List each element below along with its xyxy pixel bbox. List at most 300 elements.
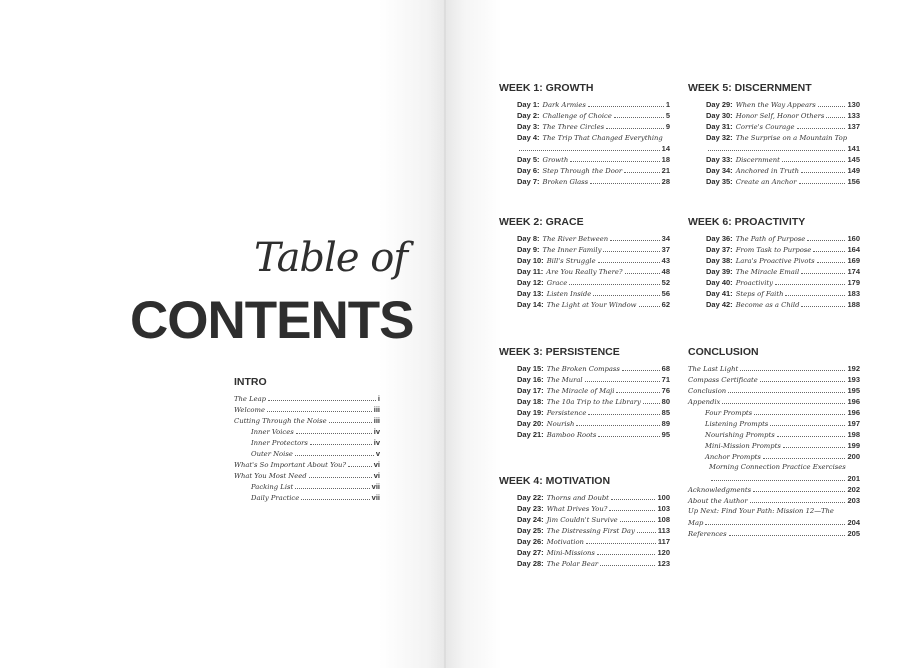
week6-heading: WEEK 6: PROACTIVITY: [688, 216, 806, 228]
toc-leader-dots: [728, 391, 845, 393]
toc-page-number: 103: [657, 504, 670, 513]
toc-day-label: Day 1:: [517, 100, 540, 109]
toc-entry-title: Anchored in Truth: [735, 167, 800, 175]
toc-leader-dots: [569, 283, 659, 285]
toc-entry-title: The Last Light: [688, 365, 739, 373]
toc-entry[interactable]: [234, 470, 380, 481]
toc-entry-title: Appendix: [688, 398, 721, 406]
toc-leader-dots: [625, 272, 660, 274]
toc-page-number: 21: [661, 166, 670, 175]
toc-day-label: Day 35:: [706, 177, 733, 186]
toc-entry-title: Map: [688, 519, 704, 527]
toc-entry-title: The Three Circles: [542, 123, 605, 131]
toc-entry-title: Mini-Mission Prompts: [705, 442, 781, 450]
toc-entry[interactable]: [706, 154, 860, 165]
toc-leader-dots: [750, 501, 846, 503]
toc-entry-title: Step Through the Door: [542, 167, 623, 175]
toc-entry-title: Bamboo Roots: [546, 431, 597, 439]
toc-entry[interactable]: [517, 165, 670, 176]
toc-entry[interactable]: [688, 506, 860, 517]
week3-heading: WEEK 3: PERSISTENCE: [499, 346, 620, 358]
toc-entry[interactable]: [706, 288, 860, 299]
toc-day-label: Day 41:: [706, 289, 733, 298]
toc-leader-dots: [600, 564, 655, 566]
toc-day-label: Day 14:: [517, 300, 544, 309]
toc-leader-dots: [585, 380, 660, 382]
toc-page-number: 9: [665, 122, 670, 131]
toc-entry[interactable]: [517, 385, 670, 396]
toc-leader-dots: [624, 171, 660, 173]
toc-day-label: Day 36:: [706, 234, 733, 243]
toc-leader-dots: [614, 116, 664, 118]
toc-entry[interactable]: [688, 462, 860, 473]
toc-page-number: 201: [847, 474, 860, 483]
toc-entry[interactable]: [688, 484, 860, 495]
toc-entry-title: Acknowledgments: [688, 486, 752, 494]
toc-page-number: 68: [661, 364, 670, 373]
toc-page-number: 197: [847, 419, 860, 428]
toc-leader-dots: [603, 250, 659, 252]
toc-entry[interactable]: [688, 396, 860, 407]
toc-page-number: 156: [847, 177, 860, 186]
toc-entry[interactable]: [517, 429, 670, 440]
toc-page-number: 179: [847, 278, 860, 287]
toc-leader-dots: [783, 446, 846, 448]
toc-entry-title: What You Most Need: [234, 472, 307, 480]
toc-page-number: 202: [847, 485, 860, 494]
toc-page-number: 137: [847, 122, 860, 131]
toc-entry-title: The Surprise on a Mountain Top: [735, 134, 848, 142]
toc-page-number: 200: [847, 452, 860, 461]
toc-day-label: Day 32:: [706, 133, 733, 142]
left-page: [0, 0, 446, 668]
toc-leader-dots: [598, 261, 660, 263]
toc-day-label: Day 17:: [517, 386, 544, 395]
toc-entry[interactable]: [517, 132, 670, 143]
toc-leader-dots: [722, 402, 845, 404]
toc-leader-dots: [813, 250, 845, 252]
toc-page-number: 130: [847, 100, 860, 109]
toc-leader-dots: [586, 542, 656, 544]
toc-leader-dots: [609, 509, 655, 511]
toc-page-number: 145: [847, 155, 860, 164]
toc-page-number: 108: [657, 515, 670, 524]
toc-entry-title: Jim Couldn't Survive: [546, 516, 618, 524]
toc-entry[interactable]: [517, 514, 670, 525]
toc-day-label: Day 18:: [517, 397, 544, 406]
toc-entry[interactable]: [517, 299, 670, 310]
toc-page-number: 199: [847, 441, 860, 450]
toc-day-label: Day 9:: [517, 245, 540, 254]
toc-entry[interactable]: [706, 266, 860, 277]
toc-page-number: 80: [661, 397, 670, 406]
toc-entry[interactable]: [517, 121, 670, 132]
toc-entry[interactable]: [517, 363, 670, 374]
toc-entry-title: Anchor Prompts: [705, 453, 761, 461]
toc-day-label: Day 21:: [517, 430, 544, 439]
toc-entry-title: Thorns and Doubt: [546, 494, 609, 502]
toc-leader-dots: [295, 454, 374, 456]
toc-entry[interactable]: [234, 404, 380, 415]
toc-page-number: 149: [847, 166, 860, 175]
toc-entry-title: Packing List: [251, 483, 294, 491]
toc-day-label: Day 33:: [706, 155, 733, 164]
toc-entry[interactable]: [706, 132, 860, 143]
week3-list: [517, 363, 670, 440]
toc-entry-title: The Miracle Email: [735, 268, 800, 276]
toc-leader-dots: [588, 105, 664, 107]
toc-leader-dots: [606, 127, 664, 129]
toc-leader-dots: [817, 261, 846, 263]
toc-entry-title: The Inner Family: [542, 246, 602, 254]
toc-entry[interactable]: [706, 244, 860, 255]
toc-entry[interactable]: [234, 415, 380, 426]
toc-leader-dots: [570, 160, 659, 162]
toc-entry-title: Growth: [542, 156, 569, 164]
toc-entry-title: Compass Certificate: [688, 376, 758, 384]
toc-day-label: Day 11:: [517, 267, 544, 276]
toc-entry-title: The Broken Compass: [546, 365, 620, 373]
toc-leader-dots: [785, 294, 845, 296]
toc-leader-dots: [310, 443, 372, 445]
toc-entry[interactable]: [688, 363, 860, 374]
toc-page-number: 89: [661, 419, 670, 428]
toc-page-number: 123: [657, 559, 670, 568]
toc-page-number: 56: [661, 289, 670, 298]
toc-entry[interactable]: [688, 407, 860, 418]
toc-leader-dots: [753, 490, 845, 492]
toc-page-number: 174: [847, 267, 860, 276]
toc-entry-title: When the Way Appears: [735, 101, 816, 109]
toc-entry[interactable]: [234, 481, 380, 492]
toc-entry-title: The River Between: [542, 235, 609, 243]
toc-page-number: v: [375, 449, 380, 458]
toc-entry[interactable]: [517, 143, 670, 154]
toc-leader-dots: [597, 553, 656, 555]
toc-entry[interactable]: [688, 385, 860, 396]
toc-entry[interactable]: [706, 277, 860, 288]
toc-entry[interactable]: [688, 495, 860, 506]
toc-entry[interactable]: [517, 418, 670, 429]
toc-page-number: 205: [847, 529, 860, 538]
toc-entry-title: Challenge of Choice: [542, 112, 612, 120]
toc-entry-title: What's So Important About You?: [234, 461, 347, 469]
toc-entry-title: Proactivity: [735, 279, 773, 287]
intro-list: [234, 393, 380, 503]
toc-entry-title: Broken Glass: [542, 178, 589, 186]
toc-entry[interactable]: [234, 393, 380, 404]
toc-entry[interactable]: [706, 99, 860, 110]
toc-entry[interactable]: [517, 110, 670, 121]
toc-entry-title: Listen Inside: [546, 290, 592, 298]
toc-page-number: 85: [661, 408, 670, 417]
toc-day-label: Day 39:: [706, 267, 733, 276]
toc-entry[interactable]: [706, 143, 860, 154]
toc-entry[interactable]: [517, 374, 670, 385]
toc-page-number: 203: [847, 496, 860, 505]
toc-page-number: 28: [661, 177, 670, 186]
week4-list: [517, 492, 670, 569]
toc-entry-title: Up Next: Find Your Path: Mission 12—The: [688, 507, 834, 515]
toc-leader-dots: [610, 239, 659, 241]
toc-page-number: 14: [661, 144, 670, 153]
toc-page-number: 95: [661, 430, 670, 439]
toc-entry-title: Conclusion: [688, 387, 727, 395]
toc-day-label: Day 7:: [517, 177, 540, 186]
toc-entry[interactable]: [517, 288, 670, 299]
toc-page-number: 160: [847, 234, 860, 243]
toc-day-label: Day 38:: [706, 256, 733, 265]
toc-page-number: 193: [847, 375, 860, 384]
title-line-2: CONTENTS: [130, 291, 414, 350]
toc-entry-title: From Task to Purpose: [735, 246, 812, 254]
toc-leader-dots: [775, 283, 846, 285]
toc-page-number: 120: [657, 548, 670, 557]
toc-entry[interactable]: [706, 110, 860, 121]
toc-entry-title: References: [688, 530, 727, 538]
toc-day-label: Day 40:: [706, 278, 733, 287]
toc-entry[interactable]: [706, 299, 860, 310]
toc-leader-dots: [782, 160, 846, 162]
toc-page-number: iv: [373, 438, 380, 447]
toc-leader-dots: [598, 435, 659, 437]
toc-leader-dots: [760, 380, 846, 382]
toc-entry-title: Grace: [546, 279, 568, 287]
toc-day-label: Day 10:: [517, 256, 544, 265]
toc-day-label: Day 30:: [706, 111, 733, 120]
toc-entry[interactable]: [517, 407, 670, 418]
toc-entry[interactable]: [517, 536, 670, 547]
toc-entry-title: Outer Noise: [251, 450, 293, 458]
toc-entry-title: Discernment: [735, 156, 780, 164]
toc-day-label: Day 2:: [517, 111, 540, 120]
toc-entry-title: The Trip That Changed Everything: [542, 134, 663, 142]
toc-page-number: 196: [847, 408, 860, 417]
week2-heading: WEEK 2: GRACE: [499, 216, 584, 228]
toc-leader-dots: [295, 487, 369, 489]
toc-page-number: iii: [373, 416, 380, 425]
toc-leader-dots: [711, 479, 845, 481]
toc-entry[interactable]: [688, 451, 860, 462]
toc-entry[interactable]: [517, 154, 670, 165]
toc-entry[interactable]: [517, 233, 670, 244]
toc-entry[interactable]: [517, 266, 670, 277]
week1-list: [517, 99, 670, 187]
toc-entry[interactable]: [706, 233, 860, 244]
toc-day-label: Day 13:: [517, 289, 544, 298]
toc-entry[interactable]: [234, 437, 380, 448]
toc-entry-title: Persistence: [546, 409, 587, 417]
toc-leader-dots: [348, 465, 372, 467]
toc-page-number: iii: [373, 405, 380, 414]
toc-entry[interactable]: [688, 528, 860, 539]
toc-leader-dots: [729, 534, 846, 536]
toc-entry-title: Inner Protectors: [251, 439, 308, 447]
toc-page-number: 18: [661, 155, 670, 164]
toc-entry[interactable]: [234, 448, 380, 459]
toc-entry-title: The Miracle of Maji: [546, 387, 615, 395]
toc-entry[interactable]: [517, 525, 670, 536]
toc-leader-dots: [637, 531, 656, 533]
toc-entry[interactable]: [688, 418, 860, 429]
toc-leader-dots: [801, 272, 845, 274]
toc-entry-title: Bill's Struggle: [546, 257, 596, 265]
toc-day-label: Day 31:: [706, 122, 733, 131]
toc-entry-title: Nourishing Prompts: [705, 431, 775, 439]
toc-entry[interactable]: [517, 255, 670, 266]
toc-entry[interactable]: [688, 429, 860, 440]
toc-entry[interactable]: [706, 121, 860, 132]
toc-leader-dots: [818, 105, 846, 107]
toc-entry[interactable]: [517, 99, 670, 110]
toc-page-number: 183: [847, 289, 860, 298]
toc-leader-dots: [799, 182, 846, 184]
toc-entry[interactable]: [688, 374, 860, 385]
toc-entry-title: Four Prompts: [705, 409, 753, 417]
toc-page-number: 113: [657, 526, 670, 535]
toc-day-label: Day 19:: [517, 408, 544, 417]
toc-entry[interactable]: [234, 426, 380, 437]
week5-heading: WEEK 5: DISCERNMENT: [688, 82, 812, 94]
toc-entry-title: Welcome: [234, 406, 265, 414]
toc-day-label: Day 8:: [517, 234, 540, 243]
toc-page-number: i: [377, 394, 380, 403]
toc-entry[interactable]: [517, 277, 670, 288]
toc-entry[interactable]: [517, 547, 670, 558]
toc-leader-dots: [826, 116, 845, 118]
toc-page-number: 52: [661, 278, 670, 287]
toc-leader-dots: [616, 391, 659, 393]
toc-entry[interactable]: [688, 473, 860, 484]
toc-page-number: 37: [661, 245, 670, 254]
toc-leader-dots: [777, 435, 846, 437]
toc-leader-dots: [740, 369, 845, 371]
toc-day-label: Day 28:: [517, 559, 544, 568]
title-line-1: Table of: [254, 235, 408, 281]
toc-entry-title: What Drives You?: [546, 505, 608, 513]
toc-page-number: 48: [661, 267, 670, 276]
toc-entry[interactable]: [517, 396, 670, 407]
toc-entry-title: Listening Prompts: [705, 420, 769, 428]
toc-entry[interactable]: [517, 176, 670, 187]
toc-day-label: Day 24:: [517, 515, 544, 524]
toc-leader-dots: [754, 413, 845, 415]
week4-heading: WEEK 4: MOTIVATION: [499, 475, 611, 487]
toc-entry-title: The Distressing First Day: [546, 527, 635, 535]
toc-day-label: Day 27:: [517, 548, 544, 557]
toc-entry-title: Lara's Proactive Pivots: [735, 257, 815, 265]
toc-leader-dots: [329, 421, 372, 423]
intro-heading: INTRO: [234, 376, 267, 388]
toc-entry-title: Become as a Child: [735, 301, 800, 309]
toc-entry[interactable]: [688, 517, 860, 528]
week6-list: [706, 233, 860, 310]
conclusion-list: [688, 363, 860, 539]
toc-leader-dots: [590, 182, 659, 184]
toc-entry-title: Create an Anchor: [735, 178, 797, 186]
toc-entry-title: Inner Voices: [251, 428, 294, 436]
toc-page-number: 192: [847, 364, 860, 373]
toc-day-label: Day 5:: [517, 155, 540, 164]
toc-day-label: Day 34:: [706, 166, 733, 175]
toc-leader-dots: [801, 305, 845, 307]
toc-entry[interactable]: [517, 503, 670, 514]
toc-entry-title: Honor Self, Honor Others: [735, 112, 825, 120]
toc-entry[interactable]: [234, 492, 380, 503]
toc-entry-title: The Light at Your Window: [546, 301, 637, 309]
toc-leader-dots: [801, 171, 845, 173]
toc-page-number: vi: [373, 460, 380, 469]
toc-entry[interactable]: [688, 440, 860, 451]
toc-entry-title: Motivation: [546, 538, 584, 546]
toc-day-label: Day 4:: [517, 133, 540, 142]
toc-page-number: 188: [847, 300, 860, 309]
toc-page-number: vii: [371, 482, 380, 491]
toc-page-number: 195: [847, 386, 860, 395]
toc-page-number: 164: [847, 245, 860, 254]
toc-entry-title: Cutting Through the Noise: [234, 417, 327, 425]
week1-heading: WEEK 1: GROWTH: [499, 82, 594, 94]
toc-day-label: Day 22:: [517, 493, 544, 502]
toc-page-number: vi: [373, 471, 380, 480]
toc-day-label: Day 3:: [517, 122, 540, 131]
toc-leader-dots: [309, 476, 372, 478]
toc-entry[interactable]: [234, 459, 380, 470]
toc-entry[interactable]: [517, 558, 670, 569]
toc-page-number: 117: [657, 537, 670, 546]
toc-day-label: Day 16:: [517, 375, 544, 384]
week2-list: [517, 233, 670, 310]
toc-leader-dots: [519, 149, 660, 151]
toc-entry[interactable]: [706, 165, 860, 176]
toc-entry[interactable]: [517, 244, 670, 255]
toc-day-label: Day 37:: [706, 245, 733, 254]
toc-leader-dots: [576, 424, 659, 426]
toc-entry-title: Corrie's Courage: [735, 123, 795, 131]
toc-day-label: Day 23:: [517, 504, 544, 513]
toc-entry-title: The 10a Trip to the Library: [546, 398, 641, 406]
toc-day-label: Day 29:: [706, 100, 733, 109]
week5-list: [706, 99, 860, 187]
toc-page-number: 62: [661, 300, 670, 309]
toc-page-number: 5: [665, 111, 670, 120]
toc-leader-dots: [639, 305, 660, 307]
toc-page-number: 76: [661, 386, 670, 395]
toc-entry[interactable]: [517, 492, 670, 503]
toc-entry-title: The Leap: [234, 395, 267, 403]
toc-page-number: 204: [847, 518, 860, 527]
toc-entry-title: The Mural: [546, 376, 583, 384]
right-page: [446, 0, 909, 668]
toc-entry[interactable]: [706, 255, 860, 266]
toc-page-number: 133: [847, 111, 860, 120]
toc-entry-title: The Polar Bear: [546, 560, 599, 568]
toc-day-label: Day 42:: [706, 300, 733, 309]
toc-leader-dots: [807, 239, 845, 241]
conclusion-heading: CONCLUSION: [688, 346, 759, 358]
toc-page-number: 141: [847, 144, 860, 153]
toc-leader-dots: [622, 369, 660, 371]
toc-page-number: 43: [661, 256, 670, 265]
toc-page-number: 196: [847, 397, 860, 406]
toc-day-label: Day 20:: [517, 419, 544, 428]
toc-leader-dots: [593, 294, 659, 296]
toc-leader-dots: [267, 410, 372, 412]
toc-leader-dots: [770, 424, 845, 426]
toc-day-label: Day 12:: [517, 278, 544, 287]
toc-entry[interactable]: [706, 176, 860, 187]
toc-leader-dots: [797, 127, 846, 129]
